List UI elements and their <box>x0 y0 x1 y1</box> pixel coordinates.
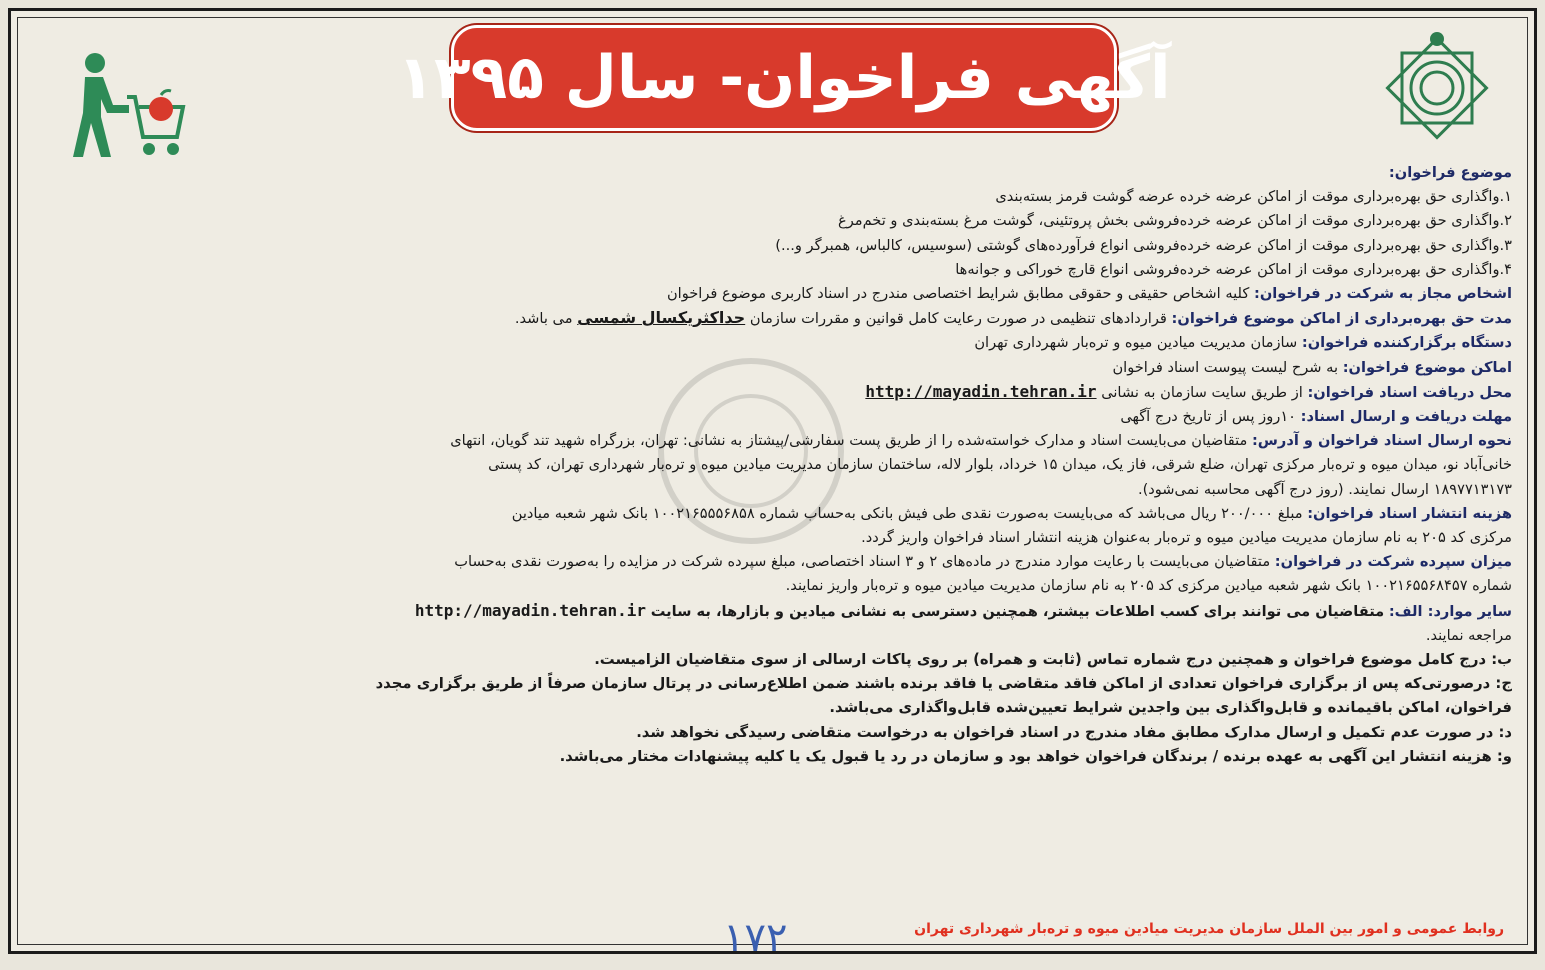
other-label: سایر موارد: الف: <box>1388 602 1512 620</box>
organizer-label: دستگاه برگزارکننده فراخوان: <box>1301 334 1512 352</box>
other-item-e: و: هزینه انتشار این آگهی به عهده برنده / برندگان فراخوان خواهد بود و سازمان در رد یا قبول یک یا کلیه پیشنهادات مختار می‌باشد. <box>559 747 1512 765</box>
notice-page <box>8 8 1537 954</box>
subject-item-3: ۳.واگذاری حق بهره‌برداری موقت از اماکن عرضه خرده‌فروشی انواع فرآورده‌های گوشتی (سوسیس، کالباس، همبرگر و...) <box>775 236 1512 254</box>
subject-item-4: ۴.واگذاری حق بهره‌برداری موقت از اماکن عرضه خرده‌فروشی انواع قارچ خوراکی و جوانه‌ها <box>955 260 1512 278</box>
other-line-2: مراجعه نمایند. <box>1425 626 1512 644</box>
other-item-c-1: ج: درصورتی‌که پس از برگزاری فراخوان تعدادی از اماکن فاقد متقاضی یا فاقد برنده باشند ضمن اطلاع‌رسانی در پرتال سازمان صرفاً از طریق برگزاری مجدد <box>375 675 1512 693</box>
duration-label: مدت حق بهره‌برداری از اماکن موضوع فراخوان: <box>1171 310 1512 328</box>
other-text: متقاضیان می توانند برای کسب اطلاعات بیشتر، همچنین دسترسی به نشانی میادین و بازارها، به سایت <box>650 602 1385 620</box>
other-item-b: ب: درج کامل موضوع فراخوان و همچنین درج شماره تماس (ثابت و همراه) بر روی پاکات ارسالی از سوی متقاضیان الزامیست. <box>594 651 1512 669</box>
send-line-2: خانی‌آباد نو، میدان میوه و تره‌بار مرکزی تهران، ضلع شرقی، فاز یک، میدان ۱۵ خرداد، بلوار لاله، ساختمان سازمان مدیریت میادین میوه و تره‌بار شهرداری تهران، کد پستی <box>488 456 1512 474</box>
receive-label: محل دریافت اسناد فراخوان: <box>1307 383 1512 401</box>
other-url-link[interactable]: http://mayadin.tehran.ir <box>414 600 647 620</box>
duration-emphasis: حداکثریکسال شمسی <box>577 308 746 328</box>
places-label: اماکن موضوع فراخوان: <box>1342 358 1512 376</box>
handwritten-number: ۱۷۲ <box>723 915 788 954</box>
other-item-d: د: در صورت عدم تکمیل و ارسال مدارک مطابق مفاد مندرج در اسناد فراخوان به درخواست متقاضی رسیدگی نخواهد شد. <box>636 723 1512 741</box>
eligible-label: اشخاص مجاز به شرکت در فراخوان: <box>1253 285 1512 303</box>
title-banner <box>397 25 1171 131</box>
footer-signature: روابط عمومی و امور بین الملل سازمان مدیریت میادین میوه و تره‌بار شهرداری تهران <box>914 921 1504 937</box>
subject-item-1: ۱.واگذاری حق بهره‌برداری موقت از اماکن عرضه خرده عرضه گوشت قرمز بسته‌بندی <box>995 188 1512 206</box>
deadline-label: مهلت دریافت و ارسال اسناد: <box>1300 408 1512 426</box>
other-item-c-2: فراخوان، اماکن باقیمانده و قابل‌واگذاری بین واجدین شرایط تعیین‌شده قابل‌واگذاری می‌باشد. <box>829 699 1512 717</box>
receive-text: از طریق سایت سازمان به نشانی <box>1101 383 1303 401</box>
deposit-label: میزان سپرده شرکت در فراخوان: <box>1274 553 1512 571</box>
subject-item-2: ۲.واگذاری حق بهره‌برداری موقت از اماکن عرضه خرده‌فروشی بخش پروتئینی، گوشت مرغ بسته‌بندی و تخم‌مرغ <box>838 212 1512 230</box>
tehran-municipality-logo-icon <box>1378 29 1496 147</box>
receive-url-link[interactable]: http://mayadin.tehran.ir <box>865 381 1097 401</box>
cost-line-2: مرکزی کد ۲۰۵ به نام سازمان مدیریت میادین میوه و تره‌بار به‌عنوان هزینه انتشار اسناد فراخوان واریز گردد. <box>861 529 1512 547</box>
cost-line-1: مبلغ ۲۰۰/۰۰۰ ریال می‌باشد که می‌بایست به‌صورت نقدی طی فیش بانکی به‌حساب شماره ۱۰۰۲۱۶۵۵۵۶۸۵۸ بانک شهر شعبه میادین <box>511 504 1303 522</box>
places-text: به شرح لیست پیوست اسناد فراخوان <box>1112 358 1339 376</box>
send-line-1: متقاضیان می‌بایست اسناد و مدارک خواسته‌شده را از طریق پست سفارشی/پیشتاز به نشانی: تهران، بزرگراه شهید تند گویان، انتهای <box>450 432 1248 450</box>
send-label: نحوه ارسال اسناد فراخوان و آدرس: <box>1251 432 1512 450</box>
deadline-text: ۱۰روز پس از تاریخ درج آگهی <box>1120 408 1297 426</box>
eligible-text: کلیه اشخاص حقیقی و حقوقی مطابق شرایط اختصاصی مندرج در اسناد کاربری موضوع فراخوان <box>666 285 1250 303</box>
duration-text: قراردادهای تنظیمی در صورت رعایت کامل قوانین و مقررات سازمان <box>749 310 1167 328</box>
deposit-line-2: شماره ۱۰۰۲۱۶۵۵۶۸۴۵۷ بانک شهر شعبه میادین مرکزی کد ۲۰۵ به نام سازمان مدیریت میادین میوه و تره‌بار واریز نمایند. <box>785 577 1512 595</box>
shopping-cart-person-icon <box>67 47 187 165</box>
banner-title: آگهی فراخوان- سال ۱۳۹۵ <box>397 43 1171 113</box>
organizer-text: سازمان مدیریت میادین میوه و تره‌بار شهرداری تهران <box>974 334 1298 352</box>
notice-body <box>39 161 1512 769</box>
send-line-3: ۱۸۹۷۷۱۳۱۷۳ ارسال نمایند. (روز درج آگهی محاسبه نمی‌شود). <box>1137 480 1512 498</box>
subject-heading: موضوع فراخوان: <box>1388 164 1512 181</box>
deposit-line-1: متقاضیان می‌بایست با رعایت موارد مندرج در ماده‌های ۲ و ۳ اسناد اختصاصی، مبلغ سپرده شرکت در مزایده را به‌صورت نقدی به‌حساب <box>454 553 1271 571</box>
cost-label: هزینه انتشار اسناد فراخوان: <box>1307 504 1512 522</box>
duration-tail: می باشد. <box>514 310 573 328</box>
